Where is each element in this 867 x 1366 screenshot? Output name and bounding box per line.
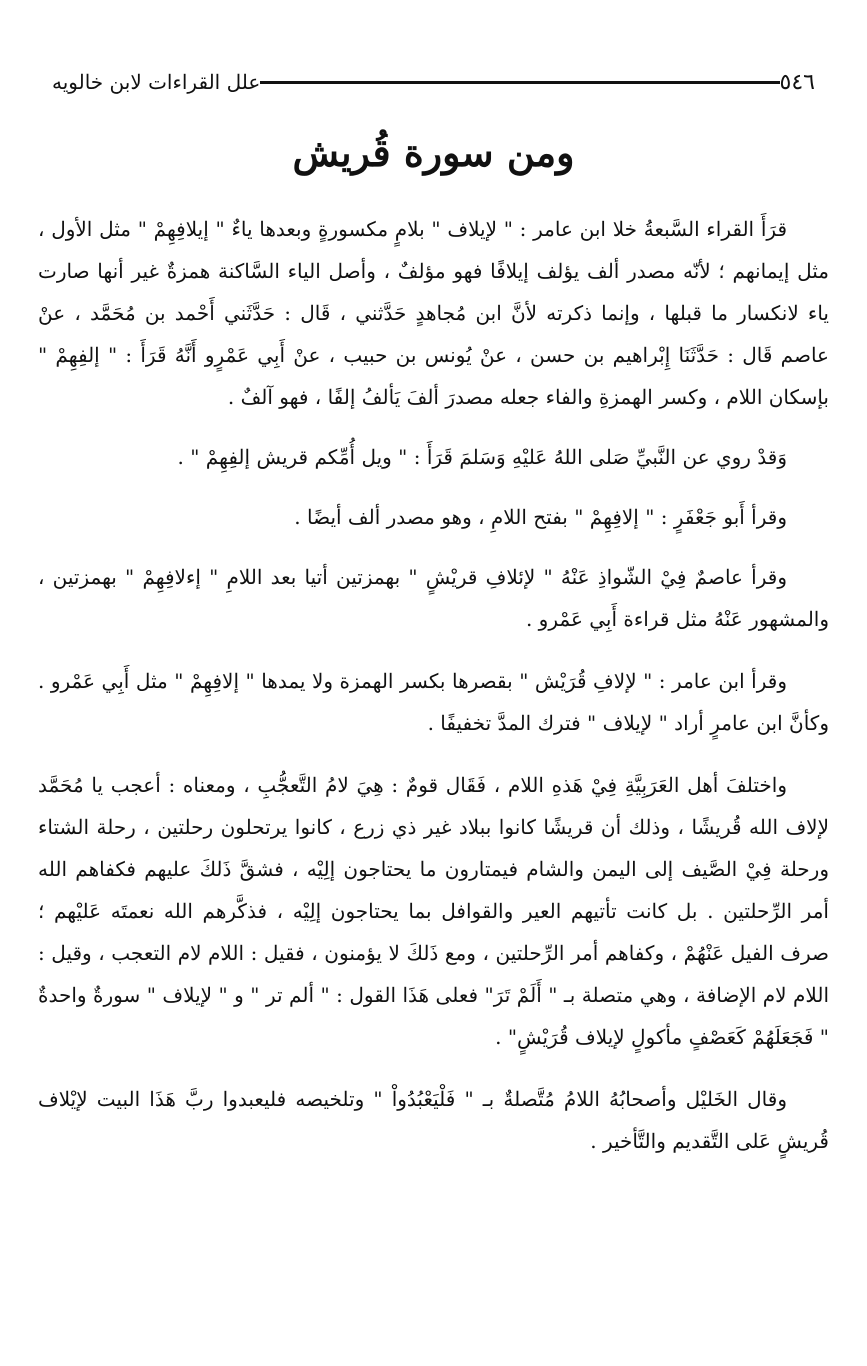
paragraph: وقرأ عاصمٌ فِيْ الشّواذِ عَنْهُ " لإئلافِ قريْشٍ " بهمزتين أتيا بعد اللامِ " إءلافِهِمْ " بهمزتين ، والمشهور عَنْهُ مثل قراءة أَبِي عَمْرو . bbox=[38, 565, 829, 631]
page-header bbox=[38, 62, 829, 102]
paragraph: قرَأَ القراء السَّبعةُ خلا ابن عامر : " لإيلاف " بلامٍ مكسورةٍ وبعدها ياءٌ " إيلافِهِمْ " مثل الأول ، مثل إيمانهم ؛ لأنّه مصدر ألف يؤلف إيلافًا فهو مؤلفٌ ، وأصل الياء السَّاكنة همزةٌ غير أنها صارت ياء لانكسار ما قبلها ، وإنما ذكرته لأنَّ ابن مُجاهدٍ حَدَّثني ، قَال : حَدَّثَني أَحْمد بن مُحَمَّد ، عنْ عاصم قَال : حَدَّثَنَا إِبْراهيم بن حسن ، عنْ يُونس بن حبيب ، عنْ أَبِي عَمْرٍو أَنَّهُ قَرَأَ : " إلفِهِمْ " بإسكان اللام ، وكسر الهمزةِ والفاء جعله مصدرَ ألفَ يَألفُ إلفًا ، فهو آلفٌ . bbox=[38, 217, 829, 409]
paragraph: وقرأ أَبو جَعْفَرٍ : " إلافِهِمْ " بفتح اللامِ ، وهو مصدر ألف أيضًا . bbox=[294, 505, 787, 529]
page-number: ٥٤٦ bbox=[779, 69, 815, 95]
paragraph: وَقدْ روي عن النَّبيِّ صَلى اللهُ عَليْهِ وَسَلمَ قَرَأَ : " ويل أُمِّكم قريش إلفِهِمْ " . bbox=[177, 445, 787, 469]
paragraph: وقرأ ابن عامر : " لإلافِ قُرَيْش " بقصرها بكسر الهمزة ولا يمدها " إلافِهِمْ " مثل أَبِي عَمْرو . وكأنَّ ابن عامرٍ أراد " لإيلاف " فترك المدَّ تخفيفًا . bbox=[38, 669, 829, 735]
header-rule bbox=[260, 81, 779, 84]
paragraph: وقال الخَليْل وأصحابُهُ اللامُ مُتَّصلةٌ بـ " فَلْيَعْبُدُواْ " وتلخيصه فليعبدوا ربَّ هَذَا البيت لإيْلاف قُريشٍ عَلى التَّقديم والتَّأخير . bbox=[38, 1087, 829, 1153]
section-title: ومن سورة قُريش bbox=[292, 130, 575, 175]
body-text bbox=[38, 208, 829, 1162]
running-title: علل القراءات لابن خالويه bbox=[52, 70, 261, 94]
paragraph: واختلفَ أهل العَرَبِيَّةِ فِيْ هَذهِ اللام ، فَقَال قومٌ : هِيَ لامُ التَّعجُّبِ ، ومعناه : أعجب يا مُحَمَّد لإلاف الله قُريشًا ، وذلك أن قريشًا كانوا ببلاد غير ذي زرع ، كانوا يرتحلون رحلتين ، رحلة الشتاء ورحلة فِيْ الصَّيف إلى اليمن والشام فيمتارون ما يحتاجون إلِيْه ، فشقَّ ذَلكَ عليهم فكفاهم الله أمر الرِّحلتين . بل كانت تأتيهم العير والقوافل بما يحتاجون إلِيْه ، فذكَّرهم الله نعمتَه عَليْهم ؛ صرف الفيل عَنْهُمْ ، وكفاهم أمر الرِّحلتين ، ومع ذَلكَ لا يؤمنون ، فقيل : اللام لام التعجب ، وقيل : اللام لام الإضافة ، وهي متصلة بـ " أَلَمْ تَرَ" فعلى هَذَا القول : " ألم تر " و " لإيلاف " سورةٌ واحدةٌ " فَجَعَلَهُمْ كَعَصْفٍ مأكولٍ لإيلاف قُرَيْشٍ" . bbox=[38, 773, 829, 1049]
